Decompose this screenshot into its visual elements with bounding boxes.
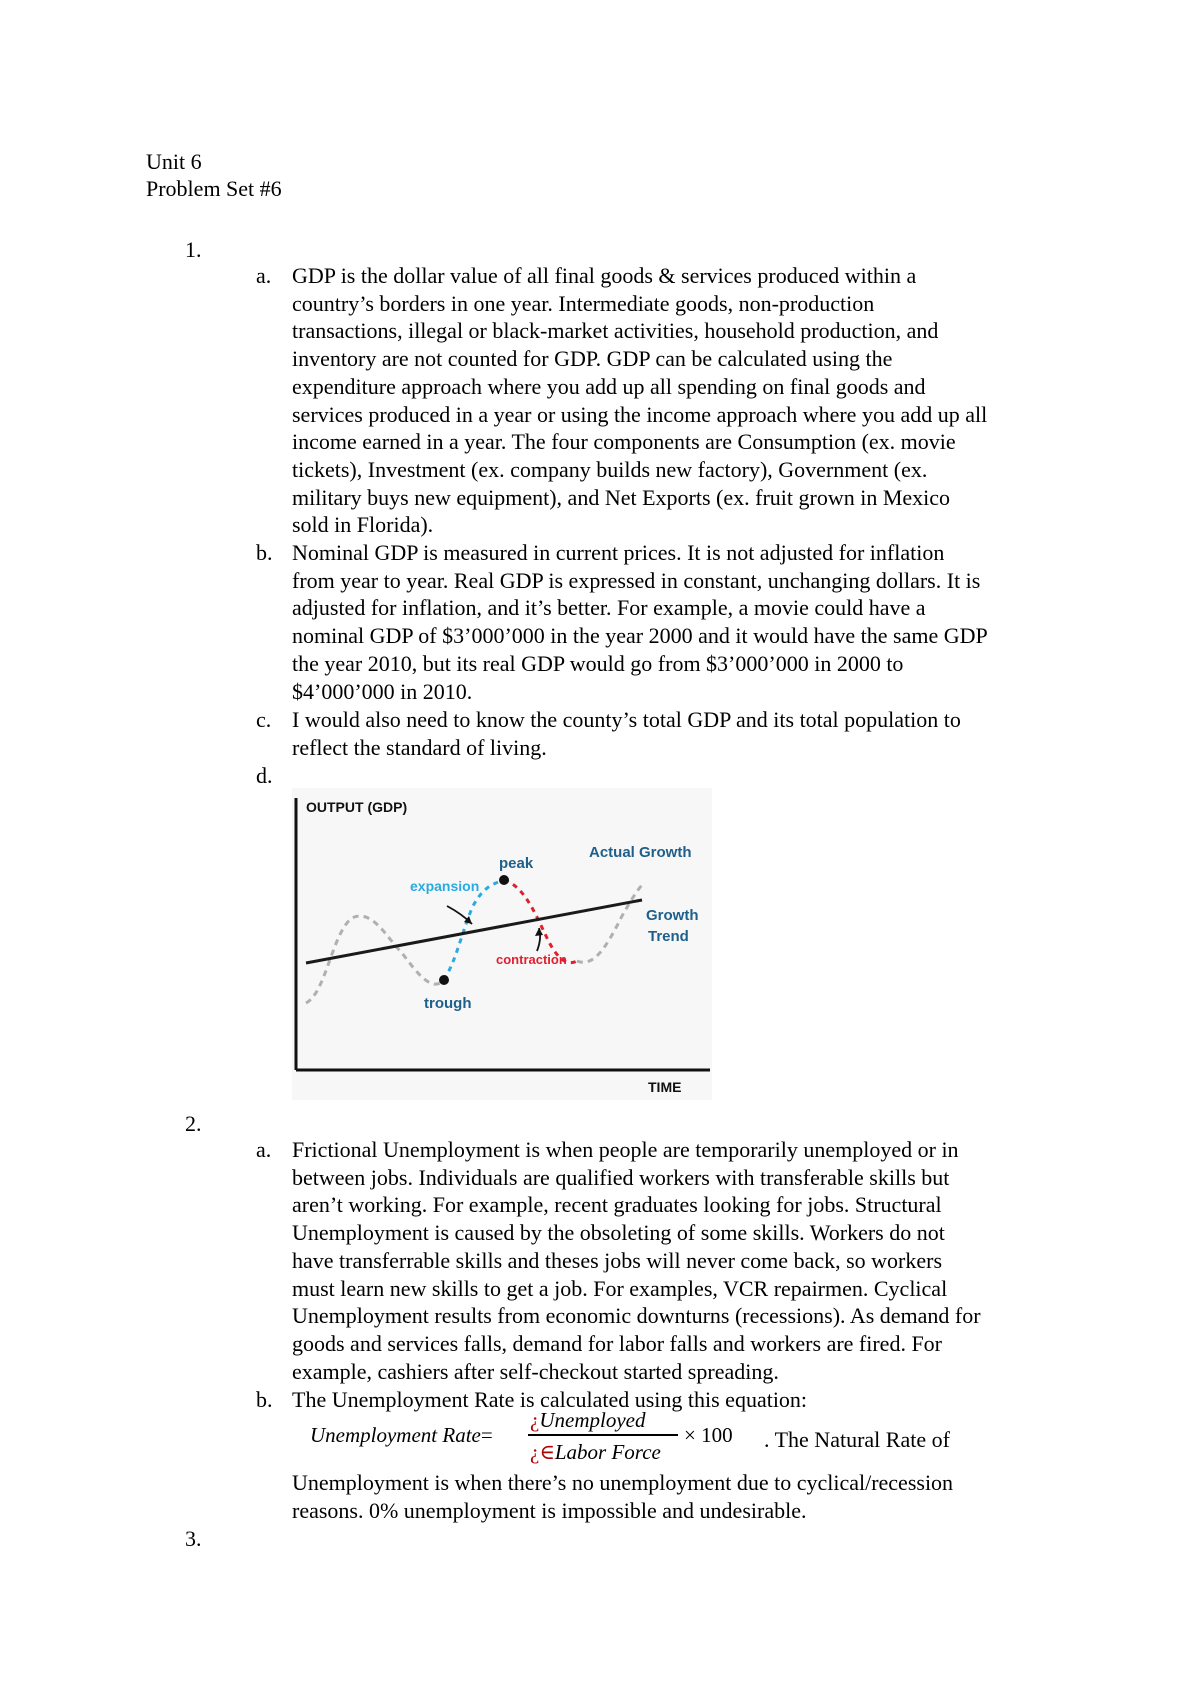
text-line: tickets), Investment (ex. company builds new factory), Government (ex. <box>292 456 928 482</box>
trough-label: trough <box>424 995 472 1012</box>
growth-trend-label-line2: Trend <box>648 928 689 945</box>
question-2-number: 2. <box>185 1111 202 1136</box>
actual-growth-label: Actual Growth <box>589 844 692 861</box>
text-line: Frictional Unemployment is when people are temporarily unemployed or in <box>292 1137 959 1162</box>
text-line: inventory are not counted for GDP. GDP can be calculated using the <box>292 346 893 372</box>
q1-b-text <box>292 539 988 705</box>
equation-denominator-text: Labor Force <box>554 1440 661 1464</box>
q1-a-label: a. <box>256 263 272 288</box>
text-line: services produced in a year or using the income approach where you add up all <box>292 401 988 427</box>
text-line: Unemployment is when there’s no unemployment due to cyclical/recession <box>292 1470 954 1495</box>
q1-b-label: b. <box>256 540 273 565</box>
text-line: from year to year. Real GDP is expressed in constant, unchanging dollars. It is <box>292 567 981 593</box>
text-line: have transferrable skills and theses jobs will never come back, so workers <box>292 1247 943 1273</box>
q2-b-label: b. <box>256 1387 273 1412</box>
expansion-label: expansion <box>410 878 480 894</box>
q1-c-label: c. <box>256 707 272 732</box>
contraction-label: contraction <box>496 952 567 967</box>
equation-numerator-text: Unemployed <box>539 1408 646 1432</box>
equation-denominator-glyph: ¿∈ <box>530 1440 555 1464</box>
unit-heading: Unit 6 <box>146 149 202 174</box>
unemployment-equation-lhs <box>310 1422 493 1448</box>
question-3-number: 3. <box>185 1526 202 1551</box>
q2-a-text <box>292 1136 981 1385</box>
y-axis-label: OUTPUT (GDP) <box>306 799 408 815</box>
text-line: Nominal GDP is measured in current prices. It is not adjusted for inflation <box>292 540 945 565</box>
problem-set-heading: Problem Set #6 <box>146 176 282 201</box>
equation-fraction-bar <box>528 1434 678 1436</box>
text-line: reasons. 0% unemployment is impossible and undesirable. <box>292 1497 807 1523</box>
equation-denominator <box>530 1440 661 1464</box>
text-line: example, cashiers after self-checkout started spreading. <box>292 1358 779 1384</box>
q2-b-text <box>292 1469 953 1524</box>
q2-a-label: a. <box>256 1137 272 1162</box>
peak-label: peak <box>499 855 534 872</box>
text-line: aren’t working. For example, recent graduates looking for jobs. Structural <box>292 1192 942 1218</box>
business-cycle-chart <box>292 788 712 1100</box>
q2-b-intro: The Unemployment Rate is calculated using this equation: <box>292 1387 808 1412</box>
text-line: the year 2010, but its real GDP would go from $3’000’000 in 2000 to <box>292 650 904 676</box>
equation-times-100: × 100 <box>684 1423 733 1447</box>
equation-numerator <box>530 1408 645 1432</box>
text-line: I would also need to know the county’s total GDP and its total population to <box>292 707 961 732</box>
trough-point <box>439 975 449 985</box>
text-line: country’s borders in one year. Intermediate goods, non-production <box>292 290 875 316</box>
text-line: transactions, illegal or black-market activities, household production, and <box>292 318 939 344</box>
text-line: reflect the standard of living. <box>292 734 547 760</box>
text-line: Unemployment is caused by the obsoleting of some skills. Workers do not <box>292 1220 945 1246</box>
text-line: nominal GDP of $3’000’000 in the year 2000 and it would have the same GDP <box>292 623 988 649</box>
text-line: between jobs. Individuals are qualified workers with transferable skills but <box>292 1164 950 1190</box>
equation-lhs-text: Unemployment Rate <box>310 1423 481 1447</box>
q1-c-text <box>292 706 961 761</box>
text-line: military buys new equipment), and Net Exports (ex. fruit grown in Mexico <box>292 484 951 510</box>
q1-d-label: d. <box>256 763 273 788</box>
text-line: GDP is the dollar value of all final goods & services produced within a <box>292 263 917 288</box>
growth-trend-label-line1: Growth <box>646 907 699 924</box>
text-line: must learn new skills to get a job. For examples, VCR repairmen. Cyclical <box>292 1275 948 1301</box>
question-1-number: 1. <box>185 237 202 262</box>
text-line: income earned in a year. The four components are Consumption (ex. movie <box>292 429 956 455</box>
text-line: expenditure approach where you add up all spending on final goods and <box>292 373 926 399</box>
q1-a-text <box>292 262 987 539</box>
text-line: sold in Florida). <box>292 512 434 538</box>
equation-numerator-glyph: ¿ <box>530 1408 540 1432</box>
x-axis-label: TIME <box>648 1079 682 1095</box>
text-line: goods and services falls, demand for labor falls and workers are fired. For <box>292 1330 943 1356</box>
equation-equals: = <box>480 1423 493 1447</box>
text-line: adjusted for inflation, and it’s better. For example, a movie could have a <box>292 595 926 621</box>
peak-point <box>499 875 509 885</box>
text-line: $4’000’000 in 2010. <box>292 678 473 704</box>
text-line: Unemployment results from economic downturns (recessions). As demand for <box>292 1303 981 1329</box>
q2-b-after-equation: . The Natural Rate of <box>764 1427 950 1452</box>
